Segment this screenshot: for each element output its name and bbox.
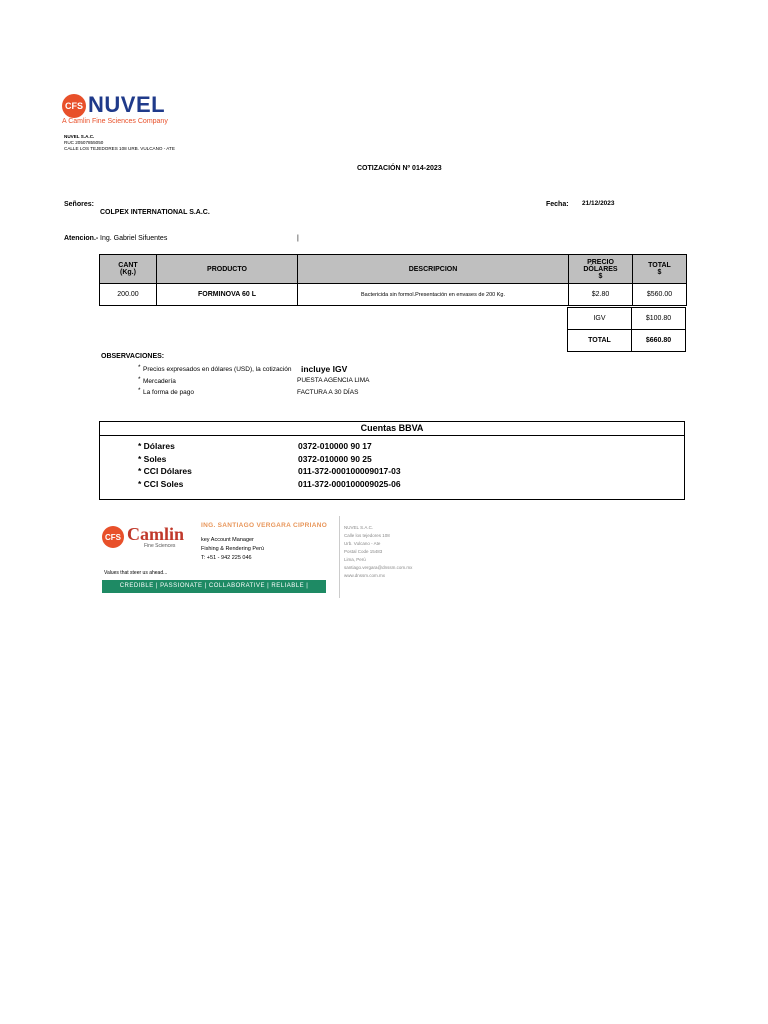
company-address: CALLE LOS TEJEDORES 108 URB. VULCANO - ATE [64, 146, 175, 151]
cell-producto: FORMINOVA 60 L [157, 284, 298, 306]
igv-label: IGV [568, 308, 632, 330]
igv-value: $100.80 [632, 308, 686, 330]
camlin-logo-icon: CFS [102, 526, 124, 548]
fecha-label: Fecha: [546, 201, 569, 208]
bbva-value: 0372-010000 90 25 [298, 454, 372, 464]
table-row [100, 284, 687, 306]
atencion-mark: | [297, 235, 299, 242]
observaciones-label: OBSERVACIONES: [101, 353, 165, 360]
igv-row [568, 308, 686, 330]
signer-phone: T: +51 - 942 225 046 [201, 555, 252, 561]
camlin-brand-sub: Fine Sciences [144, 543, 176, 549]
obs-value: incluye IGV [301, 364, 348, 374]
obs-label: Precios expresados en dólares (USD), la cotización [143, 366, 292, 373]
bbva-label: * Dólares [138, 441, 175, 451]
atencion-label: Atencion.- [64, 235, 99, 242]
values-bar: CREDIBLE | PASSIONATE | COLLABORATIVE | RELIABLE | TRANSPARENT [102, 580, 326, 593]
bbva-label: * CCI Soles [138, 479, 184, 489]
fecha-value: 21/12/2023 [582, 200, 615, 207]
signer-division: Fishing & Rendering Perú [201, 546, 264, 552]
atencion-value: Ing. Gabriel Sifuentes [100, 235, 168, 242]
sig-right-line: Urb. Vulcano - Ate [344, 541, 381, 546]
logo-tagline: A Camlin Fine Sciences Company [62, 118, 168, 125]
nuvel-logo: NUVEL [88, 92, 166, 117]
cell-cant: 200.00 [100, 284, 157, 306]
cfs-logo-icon: CFS [62, 94, 86, 118]
sig-right-line: NUVEL S.A.C. [344, 525, 374, 530]
obs-label: La forma de pago [143, 389, 194, 396]
header-cant: CANT (Kg.) [100, 255, 157, 284]
company-ruc: RUC 20507855050 [64, 140, 104, 145]
signer-name: ING. SANTIAGO VERGARA CIPRIANO [201, 522, 328, 529]
bbva-label: * CCI Dólares [138, 466, 192, 476]
obs-value: PUESTA AGENCIA LIMA [297, 377, 370, 384]
total-label: TOTAL [568, 330, 632, 352]
sig-right-line: Lima, Perú [344, 557, 366, 562]
sig-right-line: Postal Code 15483 [344, 549, 383, 554]
bbva-label: * Soles [138, 454, 167, 464]
obs-bullet: * [138, 376, 141, 383]
sig-right-line: Calle los tejedores 108 [344, 533, 390, 538]
company-info [64, 134, 175, 152]
company-name: NUVEL S.A.C. [64, 134, 95, 139]
table-header-row [100, 255, 687, 284]
header-producto: PRODUCTO [157, 255, 298, 284]
obs-label: Mercadería [143, 378, 176, 385]
cell-descripcion: Bactericida sin formol.Presentación en envases de 200 Kg. [298, 284, 569, 306]
obs-bullet: * [138, 387, 141, 394]
total-value: $660.80 [632, 330, 686, 352]
obs-bullet: * [138, 364, 141, 371]
senores-label: Señores: [64, 201, 94, 208]
bbva-value: 0372-010000 90 17 [298, 441, 372, 451]
total-row [568, 330, 686, 352]
sig-right-website[interactable]: www.dnssm.com.mx [344, 573, 386, 578]
signer-role: key Account Manager [201, 537, 254, 543]
client-name: COLPEX INTERNATIONAL S.A.C. [100, 209, 210, 216]
sig-right-email[interactable]: santiago.vergara@dnssm.com.mx [344, 565, 413, 570]
header-precio: PRECIO DÓLARES $ [569, 255, 633, 284]
totals-table [567, 307, 686, 352]
obs-value: FACTURA A 30 DÍAS [297, 389, 359, 396]
header-descripcion: DESCRIPCION [298, 255, 569, 284]
header-total: TOTAL $ [633, 255, 687, 284]
cell-precio: $2.80 [569, 284, 633, 306]
quote-table [99, 254, 687, 306]
values-tagline: Values that steer us ahead... [104, 570, 168, 576]
signature-divider [339, 516, 340, 598]
camlin-brand: Camlin [127, 524, 185, 544]
cell-total: $560.00 [633, 284, 687, 306]
quote-title: COTIZACIÓN Nº 014-2023 [357, 165, 442, 172]
bbva-value: 011-372-000100009025-06 [298, 479, 401, 489]
bbva-value: 011-372-000100009017-03 [298, 466, 401, 476]
bbva-title: Cuentas BBVA [100, 422, 684, 436]
bbva-box [99, 421, 685, 500]
